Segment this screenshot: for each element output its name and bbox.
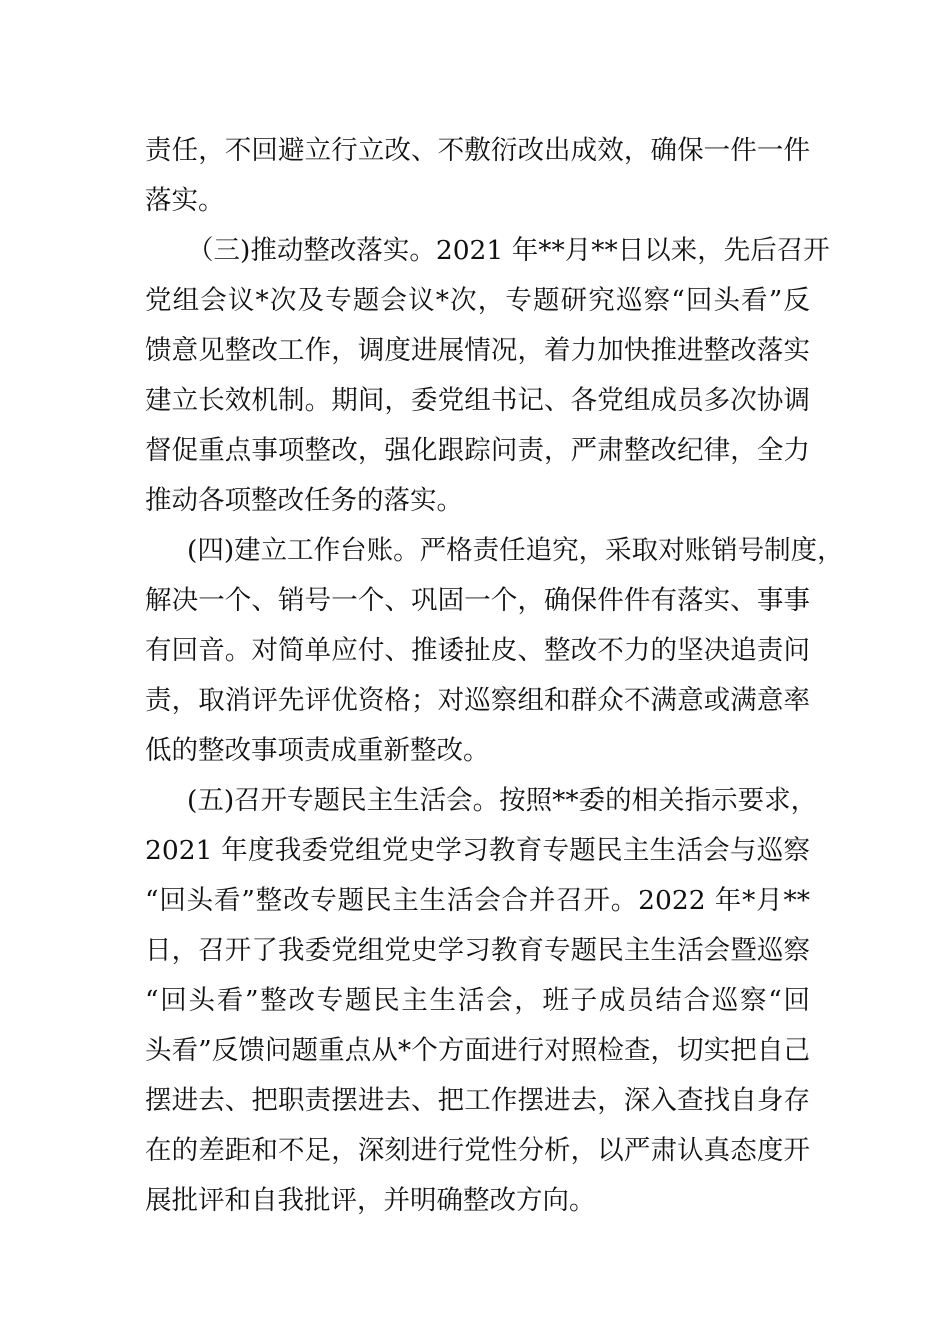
text-line: （三)推动整改落实。2021 年**月**日以来，先后召开 xyxy=(187,235,830,266)
text-line: 解决一个、销号一个、巩固一个，确保件件有落实、事事 xyxy=(145,585,810,616)
text-line: 馈意见整改工作，调度进展情况，着力加快推进整改落实 xyxy=(145,335,810,366)
text-line: “回头看”整改专题民主生活会合并召开。2022 年*月** xyxy=(145,885,810,916)
text-line: 头看”反馈问题重点从*个方面进行对照检查，切实把自己 xyxy=(145,1035,810,1066)
paragraph-democratic-life-meeting xyxy=(145,776,818,1226)
paragraph-promote-rectification xyxy=(145,226,830,526)
document-body xyxy=(145,126,844,1226)
text-line: 党组会议*次及专题会议*次，专题研究巡察“回头看”反 xyxy=(145,285,810,316)
text-line: 督促重点事项整改，强化跟踪问责，严肃整改纪律，全力 xyxy=(145,435,810,466)
text-line: 有回音。对简单应付、推诿扯皮、整改不力的坚决追责问 xyxy=(145,635,810,666)
paragraph-continuation xyxy=(145,126,810,226)
text-line: 低的整改事项责成重新整改。 xyxy=(145,735,490,766)
text-line: 责任，不回避立行立改、不敷衍改出成效，确保一件一件 xyxy=(145,135,810,166)
text-line: 落实。 xyxy=(145,185,225,216)
text-line: 建立长效机制。期间，委党组书记、各党组成员多次协调 xyxy=(145,385,810,416)
text-line: (五)召开专题民主生活会。按照**委的相关指示要求， xyxy=(187,785,818,816)
text-line: 摆进去、把职责摆进去、把工作摆进去，深入查找自身存 xyxy=(145,1085,810,1116)
text-line: (四)建立工作台账。严格责任追究，采取对账销号制度， xyxy=(187,535,844,566)
text-line: 推动各项整改任务的落实。 xyxy=(145,485,463,516)
text-line: 日，召开了我委党组党史学习教育专题民主生活会暨巡察 xyxy=(145,935,810,966)
text-line: 在的差距和不足，深刻进行党性分析，以严肃认真态度开 xyxy=(145,1135,810,1166)
text-line: 责，取消评先评优资格；对巡察组和群众不满意或满意率 xyxy=(145,685,810,716)
text-line: 展批评和自我批评，并明确整改方向。 xyxy=(145,1185,596,1216)
text-line: 2021 年度我委党组党史学习教育专题民主生活会与巡察 xyxy=(145,835,810,866)
text-line: “回头看”整改专题民主生活会，班子成员结合巡察“回 xyxy=(145,985,810,1016)
paragraph-work-ledger xyxy=(145,526,844,776)
